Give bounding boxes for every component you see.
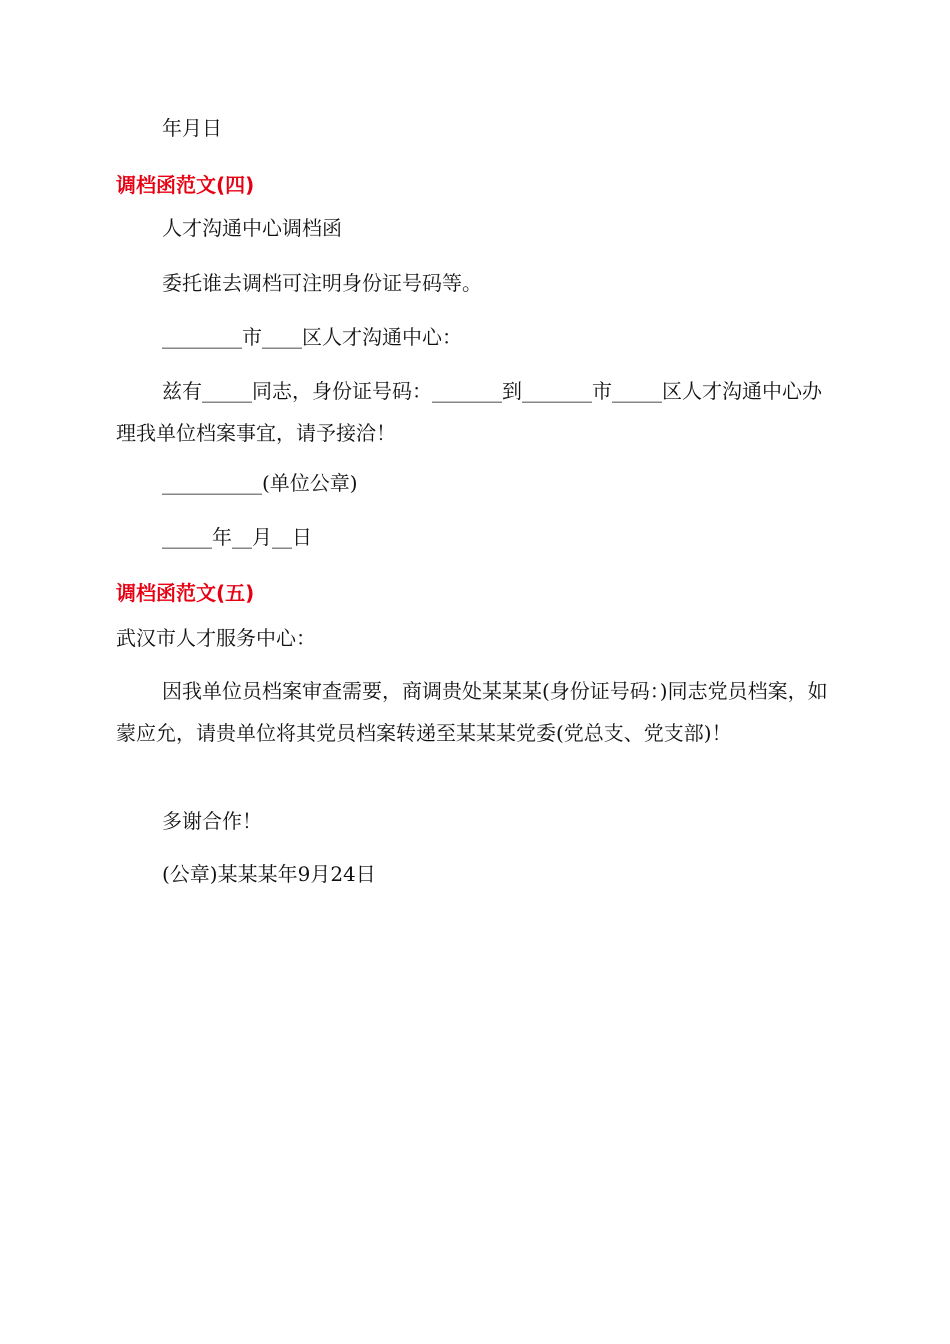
section-4-title: 人才沟通中心调档函: [162, 216, 342, 240]
section-5-heading: 调档函范文(五): [116, 581, 255, 605]
section-4-body: 兹有_____同志，身份证号码：_______到_______市_____区人才沟通中心办理我单位档案事宜，请予接洽！: [116, 379, 822, 445]
section-5-thanks: 多谢合作！: [162, 809, 262, 833]
section-4-note: 委托谁去调档可注明身份证号码等。: [162, 271, 482, 295]
section-5-signature: (公章)某某某年9月24日: [162, 862, 376, 886]
section-4-heading: 调档函范文(四): [116, 173, 255, 197]
section-4-addressee: ________市____区人才沟通中心：: [162, 325, 462, 349]
section-5-body: 因我单位员档案审查需要，商调贵处某某某(身份证号码：)同志党员档案，如蒙应允，请贵单位将其党员档案转递至某某某党委(党总支、党支部)！: [116, 679, 828, 745]
section-4-date: _____年__月__日: [162, 525, 312, 549]
section-4-seal: __________(单位公章): [162, 471, 358, 495]
date-line-top: 年月日: [162, 116, 222, 140]
section-5-addressee: 武汉市人才服务中心：: [116, 626, 316, 650]
